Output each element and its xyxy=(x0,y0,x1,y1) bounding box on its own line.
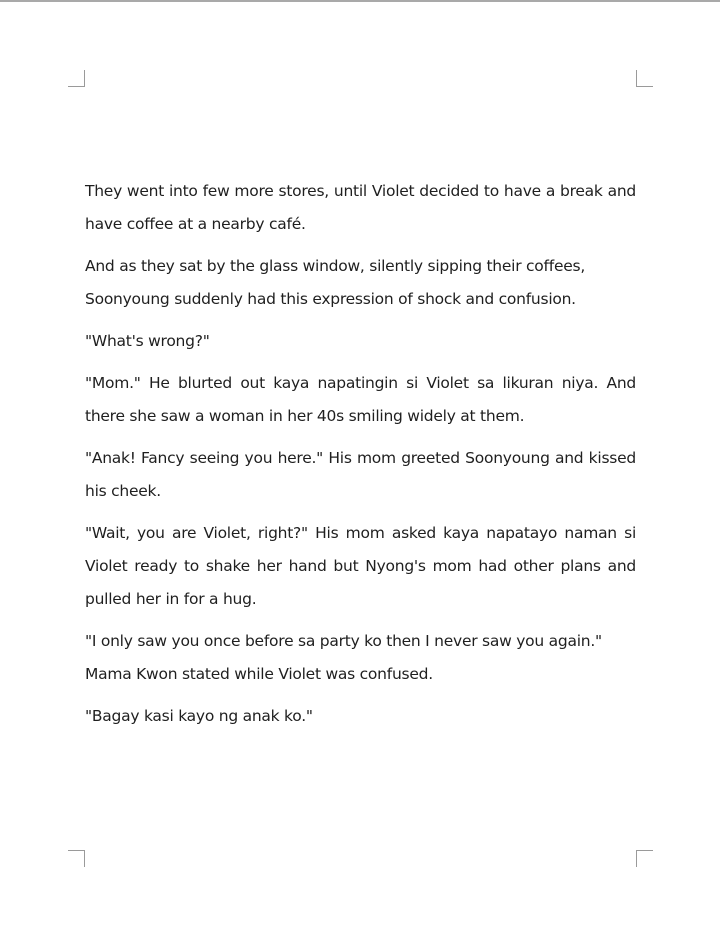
paragraph-2: And as they sat by the glass window, silently sipping their coffees, Soonyoung suddenly had this expression of shock and confusion. xyxy=(85,257,586,308)
corner-mark-top-left xyxy=(68,70,85,87)
paragraph-4: "Mom." He blurted out kaya napatingin si Violet sa likuran niya. And there she saw a woman in her 40s smiling widely at them. xyxy=(85,374,636,425)
paragraph-1: They went into few more stores, until Violet decided to have a break and have coffee at a nearby café. xyxy=(85,182,636,233)
paragraph-6: "Wait, you are Violet, right?" His mom asked kaya napatayo naman si Violet ready to shake her hand but Nyong's mom had other plans and pulled her in for a hug. xyxy=(85,524,636,608)
paragraph-5: "Anak! Fancy seeing you here." His mom greeted Soonyoung and kissed his cheek. xyxy=(85,449,636,500)
paragraph-8: "Bagay kasi kayo ng anak ko." xyxy=(85,707,313,725)
corner-mark-bottom-left xyxy=(68,850,85,867)
top-border-line xyxy=(0,0,720,2)
corner-mark-bottom-right xyxy=(636,850,653,867)
document-body xyxy=(85,175,636,742)
corner-mark-top-right xyxy=(636,70,653,87)
paragraph-7: "I only saw you once before sa party ko then I never saw you again." Mama Kwon stated while Violet was confused. xyxy=(85,632,602,683)
paragraph-3: "What's wrong?" xyxy=(85,332,210,350)
